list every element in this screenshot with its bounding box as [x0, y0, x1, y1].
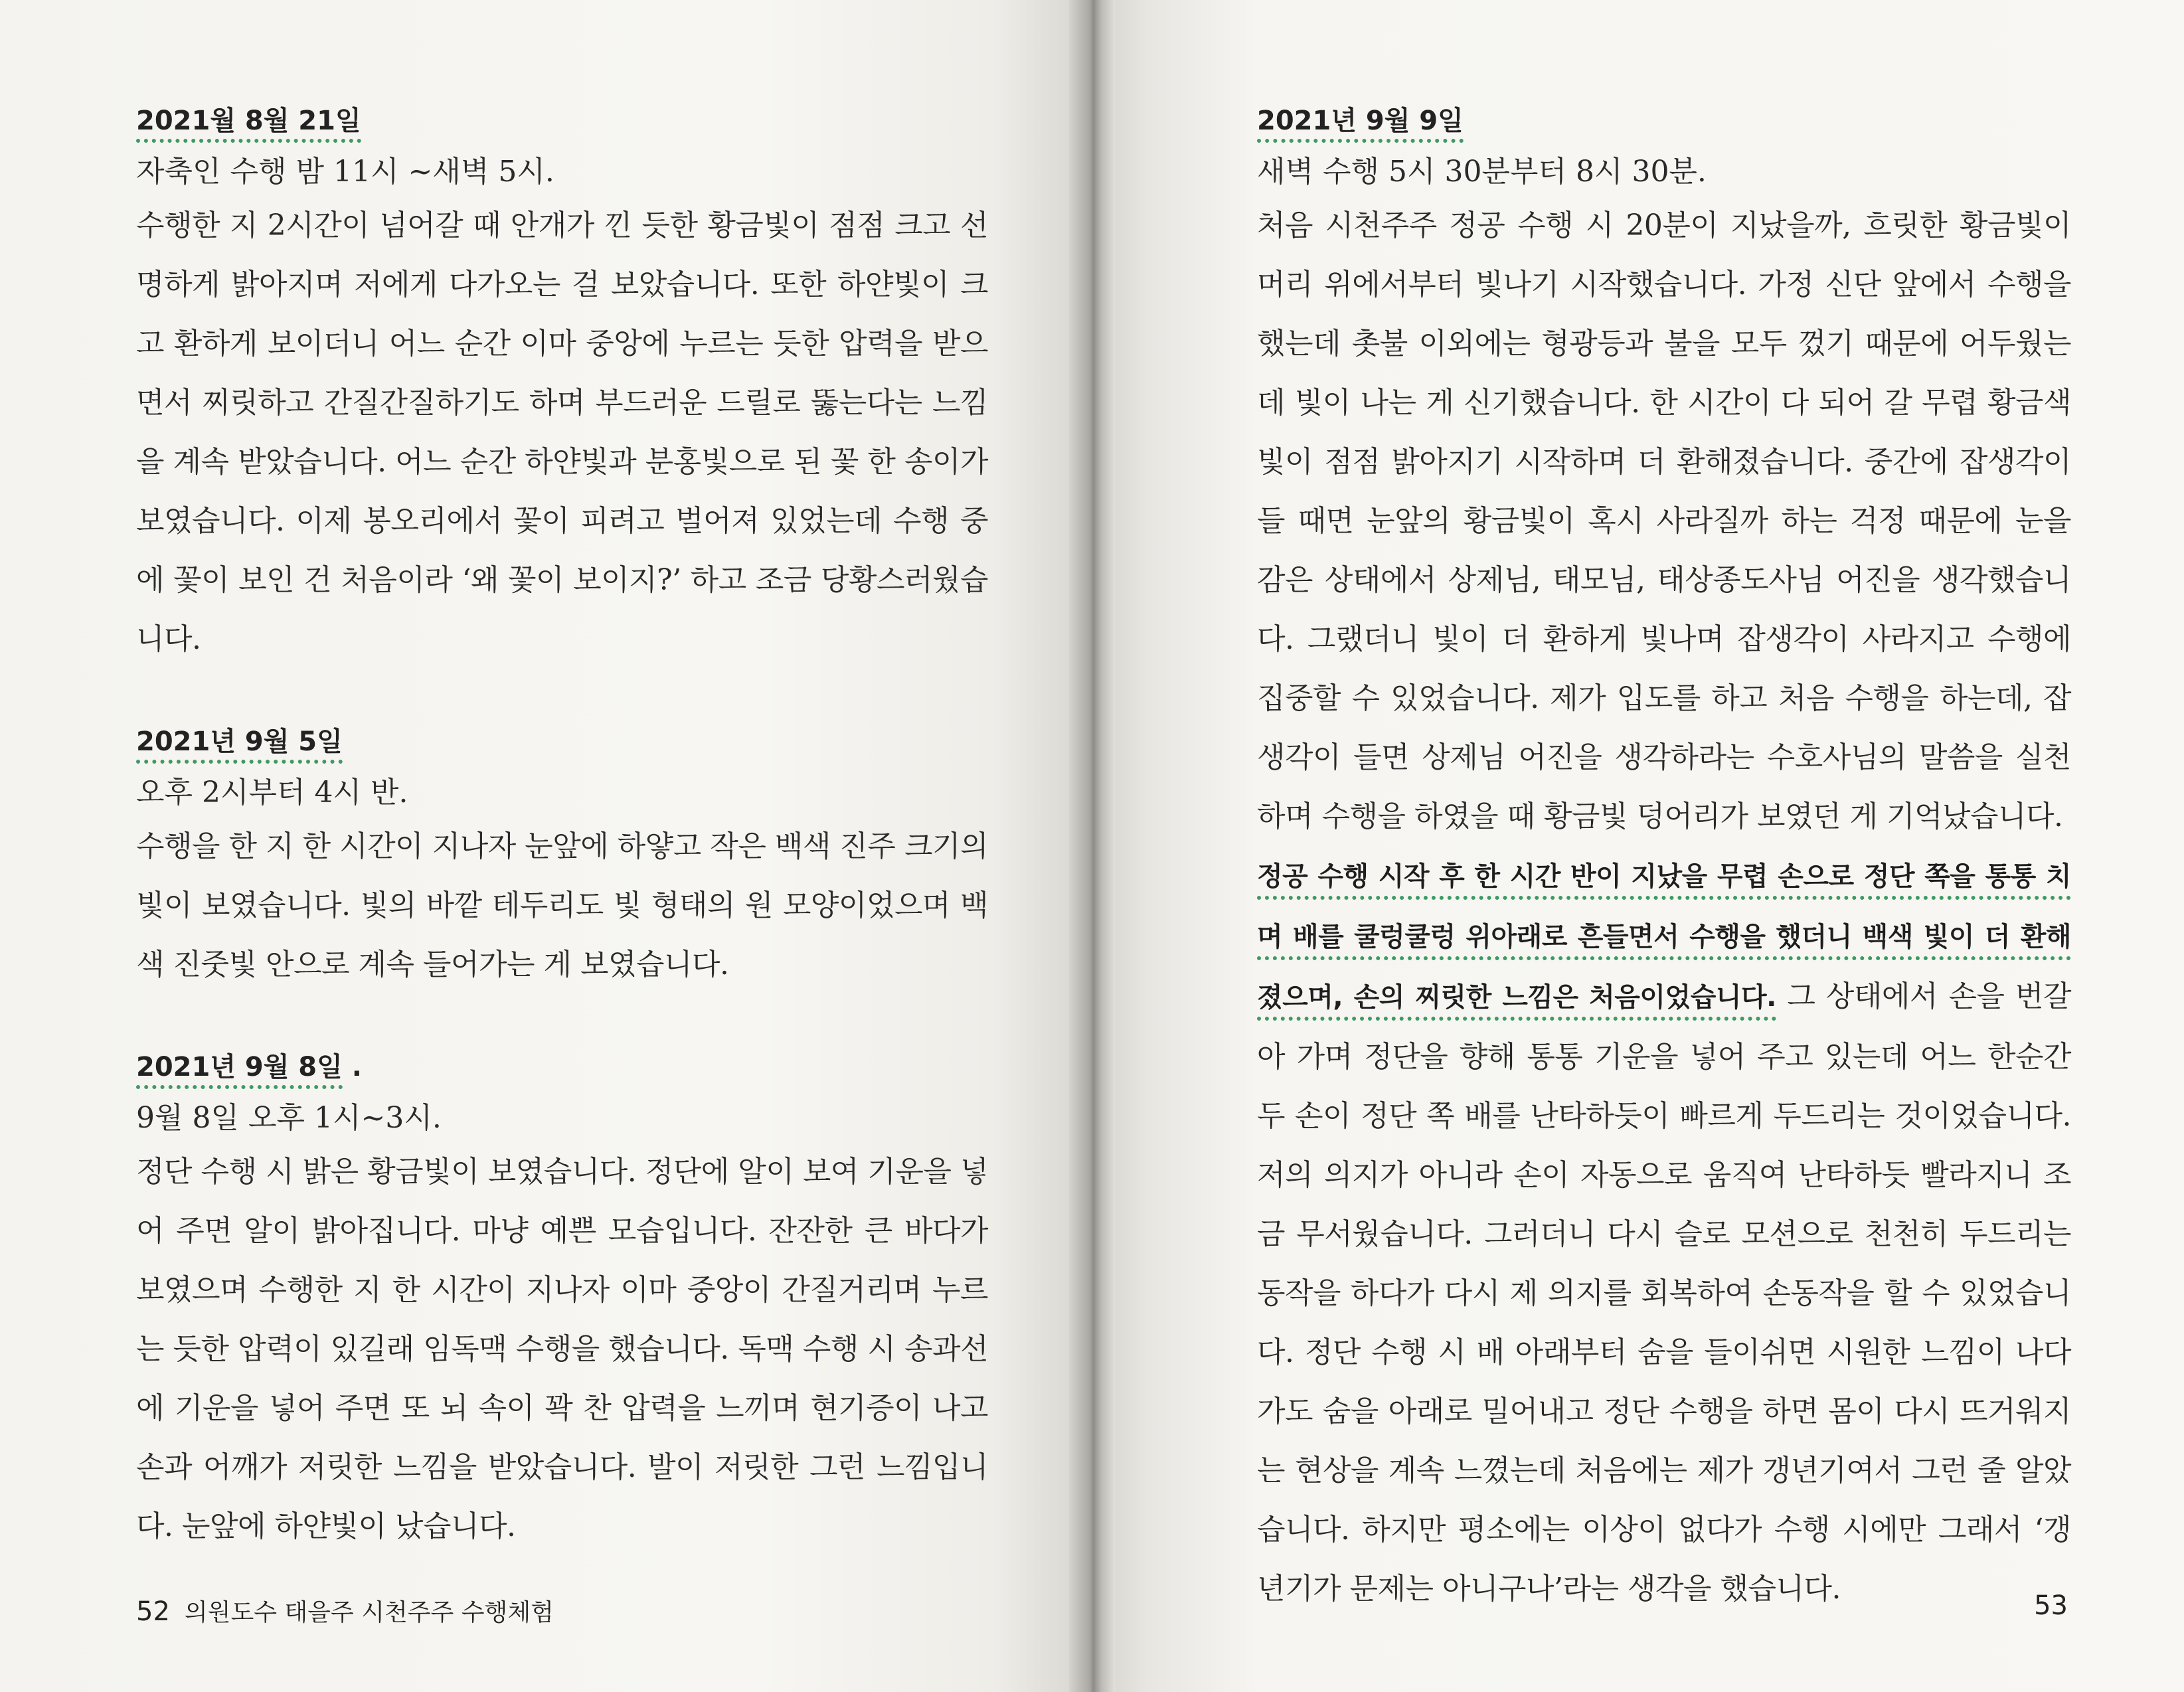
entry-time: 자축인 수행 밤 11시 ~새벽 5시.	[136, 155, 554, 189]
page-number: 52	[136, 1596, 170, 1627]
entry-text: 수행을 한 지 한 시간이 지나자 눈앞에 하얗고 작은 백색 진주 크기의 빛이 보였습니다. 빛의 바깥 테두리도 빛 형태의 원 모양이었으며 백색 진줏빛 안으로 계속 들어가는 게 보였습니다.	[136, 829, 988, 981]
entry-time: 9월 8일 오후 1시~3시.	[136, 1101, 442, 1135]
page-footer	[136, 1594, 554, 1628]
right-page	[1081, 0, 2184, 1692]
entry-time: 새벽 수행 5시 30분부터 8시 30분.	[1257, 155, 1707, 189]
entry-text-continued	[1257, 846, 2071, 1618]
journal-entry	[136, 1046, 988, 1556]
journal-entry	[136, 100, 988, 669]
left-page	[0, 0, 1081, 1692]
entry-date: 2021년 9월 5일	[136, 720, 343, 764]
journal-entry	[1257, 100, 2071, 1618]
entry-text: 수행한 지 2시간이 넘어갈 때 안개가 낀 듯한 황금빛이 점점 크고 선명하게 밝아지며 저에게 다가오는 걸 보았습니다. 또한 하얀빛이 크고 환하게 보이더니 어느 순간 이마 중앙에 누르는 듯한 압력을 받으면서 찌릿하고 간질간질하기도 하며 부드러운 드릴로 뚫는다는 느낌을 계속 받았습니다. 어느 순간 하얀빛과 분홍빛으로 된 꽃 한 송이가 보였습니다. 이제 봉오리에서 꽃이 피려고 벌어져 있었는데 수행 중에 꽃이 보인 건 처음이라 ‘왜 꽃이 보이지?’ 하고 조금 당황스러웠습니다.	[136, 209, 989, 656]
entry-text: 정단 수행 시 밝은 황금빛이 보였습니다. 정단에 알이 보여 기운을 넣어 주면 알이 밝아집니다. 마냥 예쁜 모습입니다. 잔잔한 큰 바다가 보였으며 수행한 지 한 시간이 지나자 이마 중앙이 간질거리며 누르는 듯한 압력이 있길래 임독맥 수행을 했습니다. 독맥 수행 시 송과선에 기운을 넣어 주면 또 뇌 속이 꽉 찬 압력을 느끼며 현기증이 나고 손과 어깨가 저릿한 느낌을 받았습니다. 발이 저릿한 그런 느낌입니다. 눈앞에 하얀빛이 났습니다.	[136, 1155, 988, 1543]
entry-text-after: 그 상태에서 손을 번갈아 가며 정단을 향해 통통 기운을 넣어 주고 있는데 어느 한순간 두 손이 정단 쪽 배를 난타하듯이 빠르게 두드리는 것이었습니다. 저의 의지가 아니라 손이 자동으로 움직여 난타하듯 빨라지니 조금 무서웠습니다. 그러더니 다시 슬로 모션으로 천천히 두드리는 동작을 하다가 다시 제 의지를 회복하여 손동작을 할 수 있었습니다. 정단 수행 시 배 아래부터 숨을 들이쉬면 시원한 느낌이 나다가도 숨을 아래로 밀어내고 정단 수행을 하면 몸이 다시 뜨거워지는 현상을 계속 느꼈는데 처음에는 제가 갱년기여서 그런 줄 알았습니다. 하지만 평소에는 이상이 없다가 수행 시에만 그래서 ‘갱년기가 문제는 아니구나’라는 생각을 했습니다.	[1257, 979, 2071, 1606]
book-gutter	[1069, 0, 1116, 1692]
entry-date-suffix: .	[342, 1052, 362, 1082]
entry-date: 2021년 9월 8일	[136, 1046, 343, 1089]
journal-entry	[136, 720, 988, 994]
entry-text: 처음 시천주주 정공 수행 시 20분이 지났을까, 흐릿한 황금빛이 머리 위에서부터 빛나기 시작했습니다. 가정 신단 앞에서 수행을 했는데 촛불 이외에는 형광등과 불을 모두 껐기 때문에 어두웠는데 빛이 나는 게 신기했습니다. 한 시간이 다 되어 갈 무렵 황금색 빛이 점점 밝아지기 시작하며 더 환해졌습니다. 중간에 잡생각이 들 때면 눈앞의 황금빛이 혹시 사라질까 하는 걱정 때문에 눈을 감은 상태에서 상제님, 태모님, 태상종도사님 어진을 생각했습니다. 그랬더니 빛이 더 환하게 빛나며 잡생각이 사라지고 수행에 집중할 수 있었습니다. 제가 입도를 하고 처음 수행을 하는데, 잡생각이 들면 상제님 어진을 생각하라는 수호사님의 말씀을 실천하며 수행을 하였을 때 황금빛 덩어리가 보였던 게 기억났습니다.	[1257, 209, 2071, 833]
entry-time: 오후 2시부터 4시 반.	[136, 776, 408, 809]
highlighted-text: 정공 수행 시작 후 한 시간 반이 지났을 무렵 손으로 정단 쪽을 통통 치며 배를 쿨렁쿨렁 위아래로 흔들면서 수행을 했더니 백색 빛이 더 환해졌으며, 손의 찌릿한 느낌은 처음이었습니다.	[1257, 861, 2071, 1021]
page-number: 53	[2034, 1590, 2068, 1621]
entry-date: 2021년 9월 9일	[1257, 100, 1464, 143]
book-title: 의원도수 태을주 시천주주 수행체험	[184, 1599, 554, 1626]
entry-date: 2021월 8월 21일	[136, 100, 361, 143]
